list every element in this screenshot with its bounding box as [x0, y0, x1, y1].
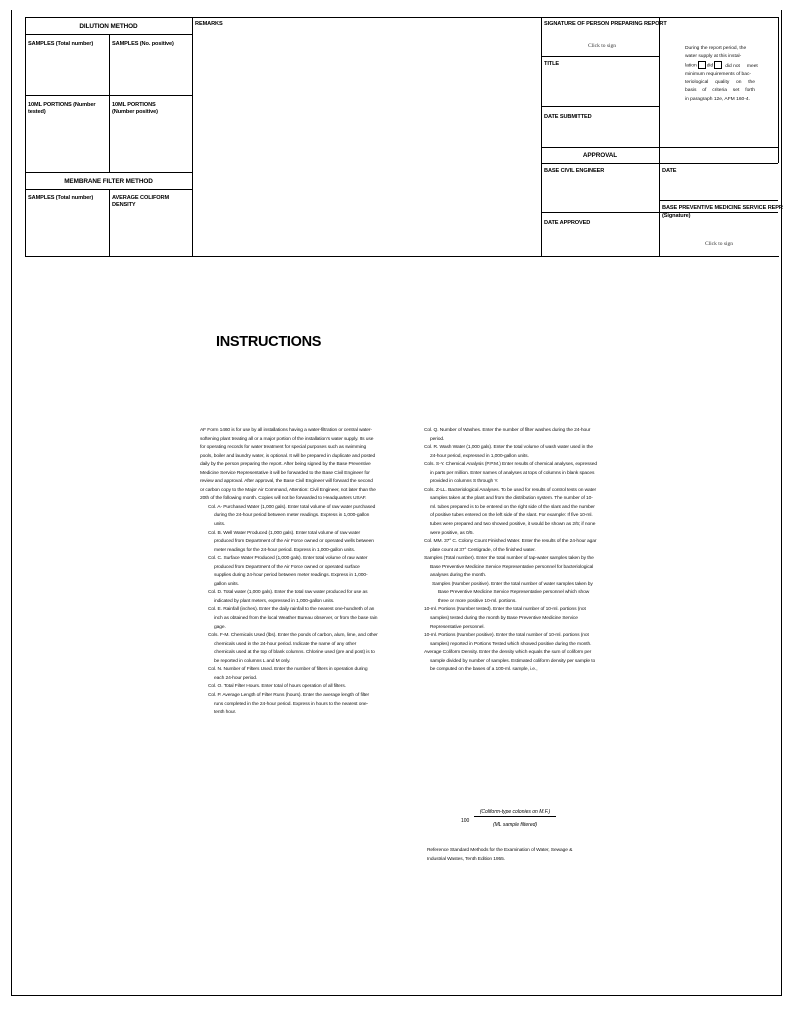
left-paragraph: Col. E. Rainfall (inches). Enter the daily rainfall to the nearest one-hundreth of an inch as obtained from the local Weather Bureau observer, or from the base rain gage.: [208, 607, 378, 630]
statement-line-7: in paragraph 12e, AFM 160-4.: [685, 96, 750, 102]
left-paragraph: Col. D. Total water (1,000 gals). Enter the total raw water produced for use as indicated by plant meters, expressed in 1,000-gallon units.: [208, 590, 368, 604]
statement-line-1: During the report period, the: [685, 46, 747, 51]
date-approved-label: DATE APPROVED: [544, 220, 591, 226]
right-paragraph: Col. Q. Number of Washes. Enter the number of filter washes during the 24-hour period.: [424, 428, 591, 442]
date-label: DATE: [662, 168, 677, 174]
statement-line-5: teriological quality on the: [685, 80, 755, 86]
left-paragraph: AF Form 1460 is for use by all installations having a water-filtration or central water-softening plant treating all or a major portion of the installation's water supply. Its use for operating records for water treatment for special purposes such as swimming pools, boiler and laundry water, is optional. It will be prepared in duplicate and posted daily by the person preparing the report. After being signed by the Base Preventive Medicine Service Representative it will be forwarded to the Base Civil Engineer for review and approval. After approval, the Base Civil Engineer will forward the second or carbon copy to the Major Air Command, Attention: Civil Engineer, not later than the 20th of the following month. Copies will not be forwarded to Headquarters USAF.: [200, 428, 376, 502]
portions-tested-label: 10ML PORTIONS (Number tested): [28, 102, 96, 115]
left-paragraph: Col. P. Average Length of Filter Runs (hours). Enter the average length of filter runs completed in the 24-hour period. Express in hours to the nearest one-tenth hour.: [208, 692, 370, 716]
avg-coliform-density-label: AVERAGE COLIFORM DENSITY: [112, 195, 170, 208]
formula-multiplier: 100: [461, 818, 470, 824]
left-paragraph: Col. O. Total Filter Hours. Enter total of hours operation of all filters.: [208, 684, 346, 690]
right-paragraph: Average Coliform Density. Enter the density which equals the sum of coliform per sample divided by number of samples. Estimated coliform density per sample to be computed on the bases of a 100-ml. sample, i.e.,: [424, 650, 596, 673]
signature-preparing-label: SIGNATURE OF PERSON PREPARING REPORT: [544, 21, 667, 27]
did-checkbox[interactable]: [698, 61, 706, 69]
statement-did-not: did not: [725, 63, 740, 69]
approval-date-field[interactable]: [661, 175, 777, 198]
did-not-checkbox[interactable]: [714, 61, 722, 69]
right-paragraph: 10-ml. Portions (Number tested). Enter the total number of 10-ml. portions (not samples) tested during the month by Base Preventive Medicine Service Representative personnel.: [424, 607, 586, 630]
samples-positive-label: SAMPLES (No. positive): [112, 41, 174, 47]
remarks-field[interactable]: [194, 29, 539, 255]
title-field[interactable]: [543, 68, 657, 104]
right-paragraph: Cols. S-Y. Chemical Analysis (P.P.M.) Enter results of chemical analyses, expressed in parts per million. Enter names of analyses at tops of columns in blank spaces provided in columns S through Y.: [424, 462, 597, 485]
statement-line-2: water supply at this instal-: [685, 54, 742, 60]
portions-positive-label: 10ML PORTIONS (Number positive): [112, 102, 158, 115]
left-paragraph: Col. A- Purchased Water (1,000 gals). Enter total volume of raw water purchased during the 24-hour period between meter readings. Express in 1,000-gallon units.: [208, 504, 376, 528]
signature-label: (Signature): [662, 213, 691, 219]
instructions-left-column: [200, 427, 378, 718]
right-paragraph: Samples (Number positive). Enter the total number of water samples taken by Base Preventive Medicine Service Representative personnel which show three or more positive 10-ml. portions.: [432, 581, 593, 604]
right-paragraph: Cols. Z-LL. Bacteriological Analyses. To be used for results of control tests on water samples taken at the plant and from the distribution system. The number of 10-ml. tubes prepared is to be entered on the right side of the slant and the number of positive tubes entered on the left side of the slant. For example: If five 10-ml. tubes were prepared and two showed positive, it would be shown as 2/5; if none were positive, as 0/5.: [424, 487, 597, 536]
right-paragraph: Col. R. Wash Water (1,000 gals). Enter the total volume of wash water used in the 24-hour period, expressed in 1,000-gallon units.: [424, 445, 594, 459]
mf-samples-total-label: SAMPLES (Total number): [28, 195, 94, 201]
left-paragraph: Cols. F-M. Chemicals Used (lbs). Enter the ponds of carbon, alum, lime, and other chemicals used in the 24-hour period. Indicate the name of any other chemicals used at the top of blank columns. Chlorine used (pre and post) is to be reported in columns L and M only.: [208, 633, 378, 664]
left-paragraph: Col. N. Number of Filters Used. Enter the number of filters in operation during each 24-hour period.: [208, 667, 368, 681]
right-paragraph: Samples (Total number). Enter the total number of tap-water samples taken by the Base Preventive Medicine Service Representative personnel for bacteriological analyses during the month.: [424, 556, 594, 579]
membrane-filter-heading: MEMBRANE FILTER METHOD: [64, 178, 153, 185]
statement-lation: lation: [685, 63, 697, 69]
statement-line-4: minimum requirements of bac-: [685, 71, 752, 77]
statement-did: did: [706, 63, 714, 69]
reference-note: Reference Standard Methods for the Examination of Water, Sewage & Industrial Wastes, Tenth Edition 1955.: [427, 848, 573, 862]
left-paragraph: Col. C. Surface Water Produced (1,000 gals). Enter total volume of raw water produced from Department of the Air Force owned or operated surface supplies during 24-hour period between meter readings. Express in 1,000-gallon units.: [208, 556, 368, 587]
right-paragraph: 10-ml. Portions (Number positive). Enter the total number of 10-ml. portions (not samples) reported in Portions Tested which showed positive during the month.: [424, 633, 592, 647]
date-submitted-field[interactable]: [543, 121, 657, 145]
statement-line-6: basis of criteria set forth: [685, 88, 755, 94]
date-submitted-label: DATE SUBMITTED: [544, 114, 592, 120]
left-paragraph: Col. B. Well Water Produced (1,000 gals). Enter total volume of raw water produced from Department of the Air Force owned or operated wells between meter readings for the 24-hour period. Express in 1,000-gallon units.: [208, 530, 374, 553]
statement-block: [685, 45, 758, 104]
dilution-method-heading: DILUTION METHOD: [79, 23, 138, 30]
approval-heading: APPROVAL: [582, 152, 618, 159]
instructions-heading: INSTRUCTIONS: [216, 334, 322, 350]
remarks-label: REMARKS: [195, 21, 223, 27]
bpms-rep-label: BASE PREVENTIVE MEDICINE SERVICE REPR: [662, 205, 783, 211]
samples-total-label: SAMPLES (Total number): [28, 41, 94, 47]
statement-line-3: [685, 61, 758, 71]
formula-numerator: (Coliform-type colonies on M.F.): [474, 809, 556, 817]
sign-preparer-button[interactable]: Click to sign: [587, 43, 617, 49]
title-label: TITLE: [544, 61, 560, 67]
instructions-right-column: [424, 427, 598, 675]
base-civil-engineer-label: BASE CIVIL ENGINEER: [544, 168, 605, 174]
formula-denominator: (ML sample filtered): [492, 822, 538, 828]
right-paragraph: Col. MM. 37° C. Colony Count Finished Water. Enter the results of the 24-hour agar plate count at 37° Centigrade, of the finished water.: [424, 539, 597, 553]
sign-bpms-button[interactable]: Click to sign: [704, 241, 734, 247]
statement-meet: meet: [746, 63, 758, 69]
